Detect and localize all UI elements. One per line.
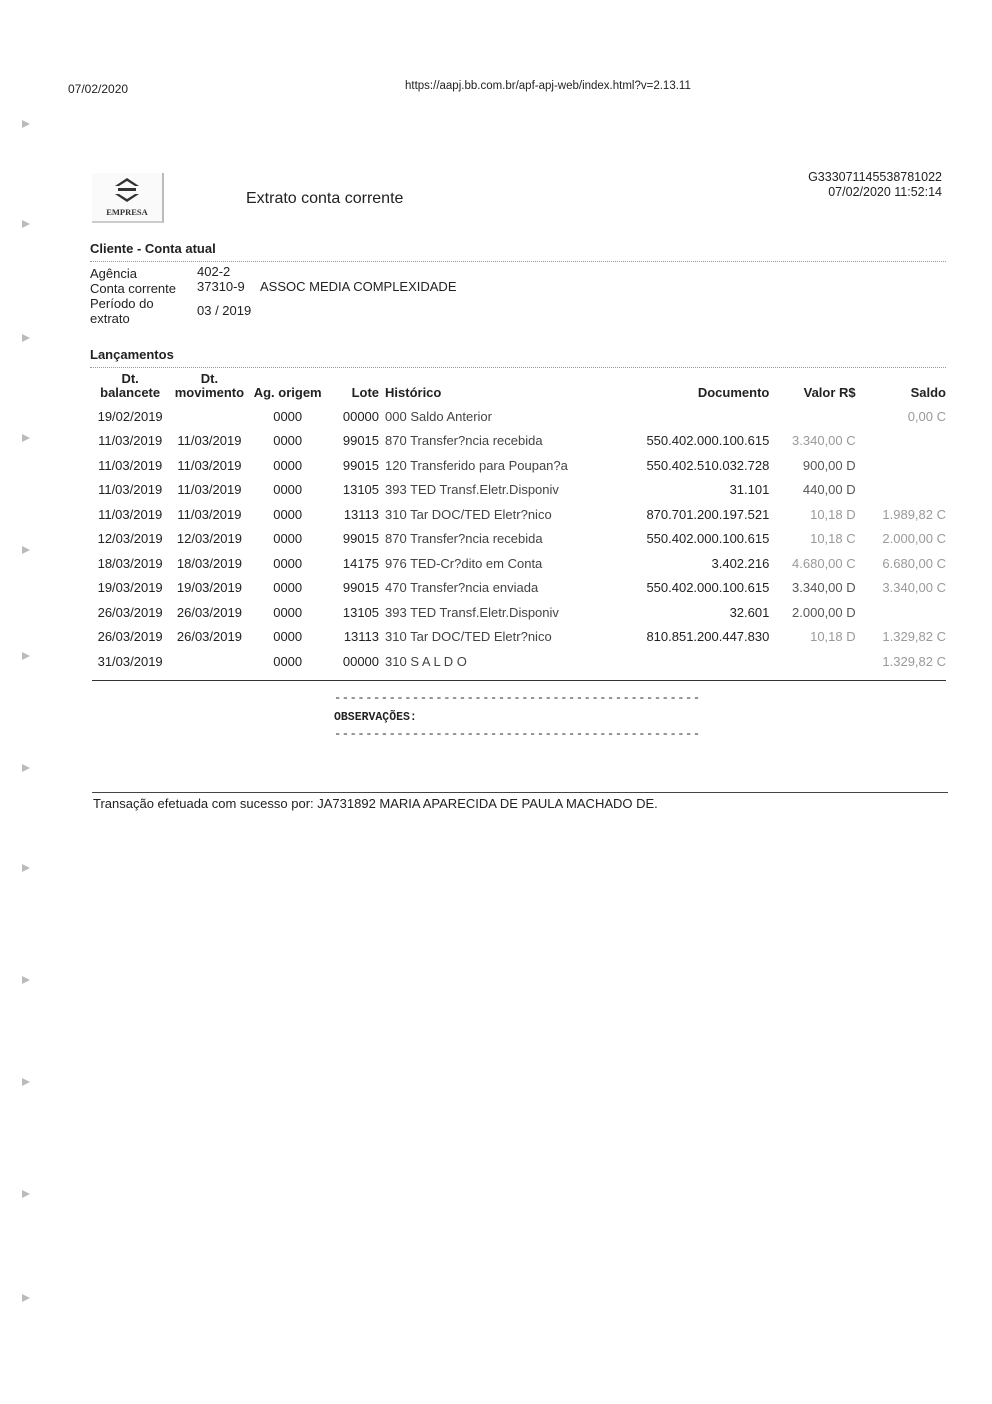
col-lote: Lote [351, 385, 380, 400]
agencia-label: Agência [90, 266, 137, 281]
cell-documento: 550.402.510.032.728 [646, 457, 770, 473]
table-row [90, 429, 946, 454]
cell-ag: 0000 [273, 457, 303, 473]
cell-documento: 870.701.200.197.521 [646, 506, 770, 522]
cell-historico: 310 S A L D O [385, 653, 467, 669]
cell-historico: 470 Transfer?ncia enviada [385, 580, 539, 596]
cell-saldo: 1.329,82 C [882, 653, 946, 669]
cell-lote: 99015 [342, 531, 380, 547]
cell-ag: 0000 [273, 580, 303, 596]
cell-lote: 13105 [342, 482, 380, 498]
cell-ag: 0000 [273, 408, 303, 424]
cell-ag: 0000 [273, 506, 303, 522]
cell-documento: 550.402.000.100.615 [646, 531, 770, 547]
col-dt-balancete: Dt. balancete [100, 371, 161, 400]
cell-historico: 310 Tar DOC/TED Eletr?nico [385, 506, 552, 522]
table-header [90, 372, 946, 404]
cell-ag: 0000 [273, 482, 303, 498]
agencia-value: 402-2 [197, 264, 231, 279]
table-row [90, 453, 946, 478]
document-id-block [808, 170, 942, 200]
print-date: 07/02/2020 [68, 82, 129, 96]
col-saldo: Saldo [910, 385, 946, 400]
scan-mark [22, 546, 30, 554]
cell-movimento: 11/03/2019 [177, 433, 242, 449]
cell-lote: 14175 [342, 555, 380, 571]
cell-lote: 00000 [342, 653, 380, 669]
cell-lote: 99015 [342, 580, 380, 596]
cell-balancete: 31/03/2019 [97, 653, 163, 669]
document-id: G333071145538781022 [808, 170, 942, 184]
cell-balancete: 11/03/2019 [98, 482, 163, 498]
cell-movimento: 19/03/2019 [176, 580, 242, 596]
transactions-table [90, 372, 946, 674]
lancamentos-section-title: Lançamentos [90, 347, 174, 362]
footer-text: Transação efetuada com sucesso por: JA731892 MARIA APARECIDA DE PAULA MACHADO DE. [93, 796, 658, 811]
cell-saldo [856, 478, 946, 503]
cell-historico: 310 Tar DOC/TED Eletr?nico [385, 629, 552, 645]
cell-documento [621, 404, 770, 429]
observacoes-dashes-bottom: ----------------------------------------------- [334, 727, 701, 741]
cell-movimento: 18/03/2019 [176, 555, 242, 571]
cell-lote: 99015 [342, 457, 380, 473]
cell-balancete: 26/03/2019 [97, 604, 163, 620]
cell-lote: 13113 [343, 506, 380, 522]
cell-saldo: 3.340,00 C [882, 580, 946, 596]
cell-balancete: 26/03/2019 [97, 629, 163, 645]
scan-mark [22, 1294, 30, 1302]
cell-valor: 3.340,00 C [792, 433, 856, 449]
cell-lote: 99015 [342, 433, 380, 449]
scan-mark [22, 434, 30, 442]
divider [90, 261, 946, 262]
cell-historico: 870 Transfer?ncia recebida [385, 433, 543, 449]
cell-valor: 10,18 C [810, 531, 856, 547]
cell-balancete: 19/03/2019 [97, 580, 163, 596]
cell-saldo [856, 600, 946, 625]
scan-mark [22, 1190, 30, 1198]
cell-valor: 2.000,00 D [792, 604, 856, 620]
scan-mark [22, 652, 30, 660]
cell-documento [621, 649, 770, 674]
cell-historico: 000 Saldo Anterior [385, 408, 492, 424]
cell-balancete: 12/03/2019 [97, 531, 163, 547]
col-historico: Histórico [385, 385, 442, 400]
periodo-value: 03 / 2019 [197, 303, 252, 318]
table-row [90, 502, 946, 527]
table-bottom-rule [92, 680, 946, 681]
cell-movimento: 11/03/2019 [177, 457, 242, 473]
scan-mark [22, 1078, 30, 1086]
scan-mark [22, 334, 30, 342]
cell-movimento [170, 404, 248, 429]
table-row [90, 576, 946, 601]
cell-documento: 31.101 [729, 482, 770, 498]
cell-valor [769, 649, 855, 674]
scan-mark [22, 220, 30, 228]
cell-saldo: 1.329,82 C [882, 629, 946, 645]
divider [90, 367, 946, 368]
cell-lote: 13105 [342, 604, 380, 620]
cell-valor: 4.680,00 C [792, 555, 856, 571]
cell-documento: 3.402.216 [711, 555, 770, 571]
cell-balancete: 11/03/2019 [98, 506, 163, 522]
cell-ag: 0000 [273, 653, 303, 669]
print-url: https://aapj.bb.com.br/apf-apj-web/index.html?v=2.13.11 [405, 80, 691, 92]
periodo-label-2: extrato [90, 311, 130, 326]
client-section-title: Cliente - Conta atual [90, 241, 216, 256]
bank-logo-icon [114, 177, 140, 203]
cell-ag: 0000 [273, 531, 303, 547]
table-row [90, 551, 946, 576]
col-documento: Documento [697, 385, 770, 400]
cell-saldo: 1.989,82 C [882, 506, 946, 522]
table-row [90, 404, 946, 429]
conta-value: 37310-9 [197, 279, 245, 294]
conta-name: ASSOC MEDIA COMPLEXIDADE [260, 279, 457, 294]
cell-saldo: 6.680,00 C [882, 555, 946, 571]
cell-documento: 32.601 [729, 604, 770, 620]
cell-balancete: 11/03/2019 [98, 457, 163, 473]
logo-text: EMPRESA [106, 207, 148, 217]
cell-lote: 00000 [342, 408, 380, 424]
cell-balancete: 19/02/2019 [97, 408, 163, 424]
cell-valor: 10,18 D [810, 629, 856, 645]
cell-balancete: 11/03/2019 [98, 433, 163, 449]
cell-ag: 0000 [273, 629, 303, 645]
cell-movimento: 26/03/2019 [176, 604, 242, 620]
table-row [90, 625, 946, 650]
cell-ag: 0000 [273, 555, 303, 571]
cell-saldo: 2.000,00 C [882, 531, 946, 547]
cell-movimento: 12/03/2019 [176, 531, 242, 547]
cell-ag: 0000 [273, 433, 303, 449]
cell-historico: 120 Transferido para Poupan?a [385, 457, 568, 473]
cell-documento: 550.402.000.100.615 [646, 580, 770, 596]
cell-valor: 3.340,00 D [792, 580, 856, 596]
cell-balancete: 18/03/2019 [97, 555, 163, 571]
scan-mark [22, 976, 30, 984]
cell-historico: 393 TED Transf.Eletr.Disponiv [385, 482, 559, 498]
document-timestamp: 07/02/2020 11:52:14 [828, 185, 942, 199]
cell-valor: 900,00 D [802, 457, 856, 473]
cell-saldo [856, 453, 946, 478]
bank-logo [92, 173, 164, 223]
cell-valor [769, 404, 855, 429]
observacoes-dashes-top: ----------------------------------------------- [334, 691, 701, 705]
cell-documento: 810.851.200.447.830 [646, 629, 770, 645]
col-ag-origem: Ag. origem [253, 385, 322, 400]
cell-movimento: 26/03/2019 [176, 629, 242, 645]
scan-mark [22, 120, 30, 128]
scan-mark [22, 864, 30, 872]
cell-movimento: 11/03/2019 [177, 506, 242, 522]
cell-valor: 10,18 D [810, 506, 856, 522]
cell-lote: 13113 [343, 629, 380, 645]
cell-movimento [170, 649, 248, 674]
cell-ag: 0000 [273, 604, 303, 620]
observacoes-label: OBSERVAÇÕES: [334, 711, 417, 724]
cell-documento: 550.402.000.100.615 [646, 433, 770, 449]
cell-historico: 393 TED Transf.Eletr.Disponiv [385, 604, 559, 620]
cell-valor: 440,00 D [802, 482, 856, 498]
page-title: Extrato conta corrente [246, 190, 404, 207]
cell-historico: 976 TED-Cr?dito em Conta [385, 555, 543, 571]
cell-saldo [856, 429, 946, 454]
table-row [90, 527, 946, 552]
cell-movimento: 11/03/2019 [177, 482, 242, 498]
scan-mark [22, 764, 30, 772]
footer-rule [92, 792, 948, 793]
table-row [90, 649, 946, 674]
table-row [90, 478, 946, 503]
col-valor: Valor R$ [803, 385, 856, 400]
table-row [90, 600, 946, 625]
col-dt-movimento: Dt. movimento [174, 371, 245, 400]
cell-saldo: 0,00 C [907, 408, 946, 424]
cell-historico: 870 Transfer?ncia recebida [385, 531, 543, 547]
conta-label: Conta corrente [90, 281, 176, 296]
periodo-label: Período do [90, 296, 154, 311]
